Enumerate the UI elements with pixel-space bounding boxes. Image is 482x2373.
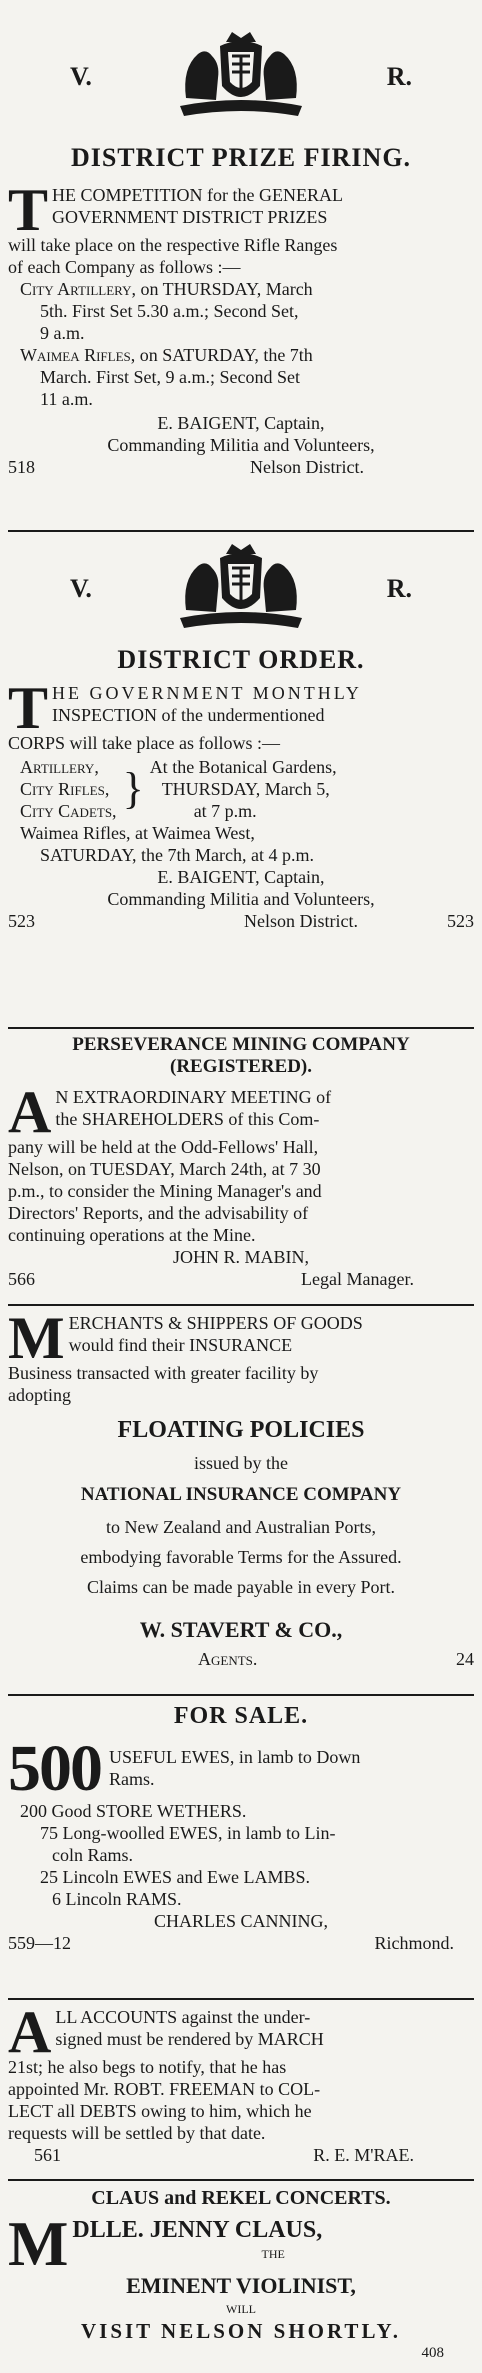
text-line: of each Company as follows :— <box>8 257 241 277</box>
for-sale-notice <box>8 1700 474 1954</box>
divider <box>8 530 474 532</box>
agents-label: Agents. <box>198 1649 258 1669</box>
concert-notice <box>8 2185 474 2361</box>
reference-row <box>8 1648 474 1670</box>
text-line: 21st; he also begs to notify, that he has <box>8 2057 287 2077</box>
signature-district: Nelson District. <box>244 911 358 931</box>
divider <box>8 1694 474 1696</box>
prize-firing-notice <box>8 28 474 478</box>
prize-firing-body <box>8 177 474 478</box>
small-word: THE <box>261 2247 285 2261</box>
text-line: INSPECTION of the undermentioned <box>52 705 325 725</box>
divider <box>8 2179 474 2181</box>
signature-name: R. E. M'RAE. <box>313 2145 414 2165</box>
text-line <box>8 278 474 300</box>
text-line: LL ACCOUNTS against the under- <box>55 2007 311 2027</box>
sale-item: 25 Lincoln EWES and Ewe LAMBS. <box>40 1867 310 1887</box>
text-line: 5th. First Set 5.30 a.m.; Second Set, <box>40 301 299 321</box>
prize-firing-title: DISTRICT PRIZE FIRING. <box>70 143 412 172</box>
sale-item: 200 Good STORE WETHERS. <box>20 1801 247 1821</box>
text-line: the SHAREHOLDERS of this Com- <box>55 1109 320 1129</box>
drop-cap: A <box>8 1079 52 1145</box>
for-sale-title: FOR SALE. <box>173 1703 309 1729</box>
company-name: City Artillery, <box>20 279 136 299</box>
text-line: will take place on the respective Rifle Ranges <box>8 235 338 255</box>
sale-item: Rams. <box>109 1769 155 1789</box>
company-name: Waimea Rifles, <box>20 345 136 365</box>
inspection-details <box>150 756 337 822</box>
drop-cap: M <box>8 1305 65 1371</box>
reference-number: 518 <box>8 457 35 477</box>
company-name: NATIONAL INSURANCE COMPANY <box>80 1484 402 1505</box>
corps-list <box>8 756 117 822</box>
text-line: March. First Set, 9 a.m.; Second Set <box>40 367 300 387</box>
accounts-notice <box>8 1999 474 2166</box>
schedule-text: on THURSDAY, March <box>140 279 313 299</box>
text-line: continuing operations at the Mine. <box>8 1225 256 1245</box>
concert-body <box>8 2208 474 2361</box>
big-quantity: 500 <box>8 1732 101 1805</box>
text-line: requests will be settled by that date. <box>8 2123 266 2143</box>
text-line: Waimea Rifles, at Waimea West, <box>20 823 255 843</box>
text-line: issued by the <box>194 1453 288 1473</box>
text-line: HE COMPETITION for the GENERAL <box>52 185 343 205</box>
text-line: 9 a.m. <box>40 323 85 343</box>
text-line: would find their INSURANCE <box>68 1335 293 1355</box>
insurance-notice <box>8 1305 474 1670</box>
text-line: THURSDAY, March 5, <box>161 779 330 799</box>
text-line: signed must be rendered by MARCH <box>55 2029 324 2049</box>
signature-name: JOHN R. MABIN, <box>172 1247 309 1267</box>
district-order-notice <box>8 540 474 932</box>
sale-item: coln Rams. <box>52 1845 133 1865</box>
crest-header <box>8 540 474 632</box>
reference-row <box>8 1268 474 1290</box>
reference-number: 24 <box>456 1649 474 1669</box>
visit-announcement: VISIT NELSON SHORTLY. <box>80 2319 402 2343</box>
reference-number: 561 <box>34 2145 61 2165</box>
text-line: N EXTRAORDINARY MEETING of <box>55 1087 332 1107</box>
sale-item: 75 Long-woolled EWES, in lamb to Lin- <box>40 1823 336 1843</box>
mining-company-notice <box>8 1034 474 1290</box>
agent-name: W. STAVERT & CO., <box>139 1617 343 1642</box>
reference-number: 523 <box>8 911 35 931</box>
royal-coat-of-arms-icon <box>176 540 306 630</box>
schedule-text: on SATURDAY, the 7th <box>139 345 313 365</box>
reference-row <box>8 2144 474 2166</box>
corps-name: City Rifles, <box>20 779 110 799</box>
text-line: ERCHANTS & SHIPPERS OF GOODS <box>68 1313 363 1333</box>
text-line: Claims can be made payable in every Port. <box>87 1577 395 1597</box>
reference-number: 559—12 <box>8 1933 71 1953</box>
reference-row <box>8 1932 474 1954</box>
r-letter: R. <box>386 574 412 603</box>
signature-name: E. BAIGENT, Captain, <box>157 867 325 887</box>
text-line: embodying favorable Terms for the Assured. <box>80 1547 402 1567</box>
drop-cap: M <box>8 2208 69 2279</box>
signature-role: Commanding Militia and Volunteers, <box>107 435 375 455</box>
text-line: to New Zealand and Australian Ports, <box>106 1517 376 1537</box>
text-line: pany will be held at the Odd-Fellows' Hall, <box>8 1137 319 1157</box>
corps-schedule <box>8 756 474 822</box>
text-line: Directors' Reports, and the advisability of <box>8 1203 309 1223</box>
text-line: LECT all DEBTS owing to him, which he <box>8 2101 312 2121</box>
divider <box>8 1304 474 1306</box>
concert-heading: CLAUS and REKEL CONCERTS. <box>91 2187 391 2209</box>
reference-number: 408 <box>421 2345 444 2361</box>
drop-cap: A <box>8 1999 52 2065</box>
text-line: p.m., to consider the Mining Manager's and <box>8 1181 322 1201</box>
r-letter: R. <box>386 62 412 91</box>
crest-header <box>8 28 474 120</box>
text-line: HE GOVERNMENT MONTHLY <box>52 683 362 703</box>
drop-cap: T <box>8 177 49 243</box>
company-heading-sub: (REGISTERED). <box>170 1056 312 1077</box>
signature-name: E. BAIGENT, Captain, <box>157 413 325 433</box>
text-line: Nelson, on TUESDAY, March 24th, at 7 30 <box>8 1159 321 1179</box>
small-word: WILL <box>226 2302 256 2316</box>
text-line: Business transacted with greater facility by <box>8 1363 319 1383</box>
signature-role: Commanding Militia and Volunteers, <box>107 889 375 909</box>
district-order-body <box>8 675 474 932</box>
signature-name: CHARLES CANNING, <box>153 1911 328 1931</box>
royal-coat-of-arms-icon <box>176 28 306 118</box>
text-line: CORPS will take place as follows :— <box>8 733 280 753</box>
drop-cap: T <box>8 675 49 741</box>
text-line <box>8 344 474 366</box>
performer-title: EMINENT VIOLINIST, <box>126 2273 356 2298</box>
text-line: GOVERNMENT DISTRICT PRIZES <box>52 207 328 227</box>
text-line: appointed Mr. ROBT. FREEMAN to COL- <box>8 2079 321 2099</box>
for-sale-items <box>8 1732 474 1954</box>
text-line: At the Botanical Gardens, <box>149 757 337 777</box>
sale-item: 6 Lincoln RAMS. <box>52 1889 182 1909</box>
text-line: at 7 p.m. <box>193 801 257 821</box>
brace-symbol: } <box>122 764 144 813</box>
mining-body <box>8 1079 474 1290</box>
reference-number: 523 <box>447 911 474 931</box>
divider <box>8 1998 474 2000</box>
text-line: adopting <box>8 1385 71 1405</box>
reference-number: 566 <box>8 1269 35 1289</box>
sale-item: USEFUL EWES, in lamb to Down <box>109 1747 361 1767</box>
company-heading: PERSEVERANCE MINING COMPANY <box>72 1034 410 1055</box>
corps-name: City Cadets, <box>20 801 117 821</box>
signature-district: Nelson District. <box>250 457 364 477</box>
district-order-title: DISTRICT ORDER. <box>117 645 365 674</box>
signature-role: Legal Manager. <box>301 1269 414 1289</box>
reference-row <box>8 456 474 478</box>
corps-name: Artillery, <box>20 757 99 777</box>
text-line: SATURDAY, the 7th March, at 4 p.m. <box>40 845 314 865</box>
floating-policies-heading: FLOATING POLICIES <box>117 1417 365 1443</box>
v-letter: V. <box>70 574 92 603</box>
sale-location: Richmond. <box>374 1933 454 1953</box>
divider <box>8 1027 474 1029</box>
performer-name: DLLE. JENNY CLAUS, <box>72 2217 323 2243</box>
text-line: 11 a.m. <box>40 389 93 409</box>
reference-row <box>8 910 474 932</box>
v-letter: V. <box>70 62 92 91</box>
